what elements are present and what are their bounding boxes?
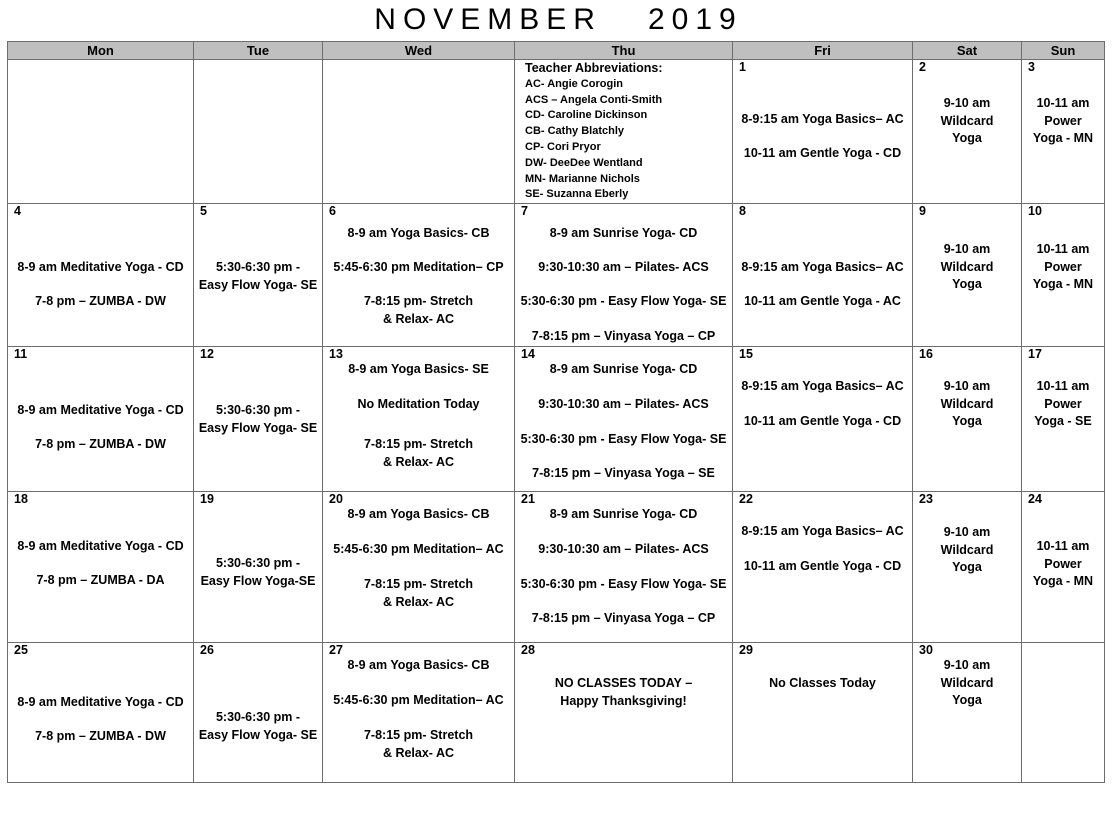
day-cell-wed bbox=[323, 643, 515, 783]
class-event: 7-8:15 pm – Vinyasa Yoga – CP bbox=[531, 611, 716, 626]
class-event: 5:30-6:30 pm - Easy Flow Yoga- SE bbox=[520, 577, 727, 592]
class-event: 7-8 pm – ZUMBA - DW bbox=[35, 294, 166, 309]
week-row bbox=[8, 643, 1105, 783]
day-cell-content bbox=[913, 204, 1021, 346]
day-number: 8 bbox=[739, 204, 746, 219]
day-number: 1 bbox=[739, 60, 746, 74]
class-event: 7-8:15 pm – Vinyasa Yoga – SE bbox=[532, 466, 715, 481]
day-number: 24 bbox=[1028, 492, 1042, 507]
day-cell-sun bbox=[1022, 204, 1105, 347]
class-event: 9-10 am Wildcard Yoga bbox=[940, 525, 994, 575]
day-cell-thu bbox=[515, 492, 733, 643]
teacher-abbreviations bbox=[518, 60, 729, 203]
day-cell-content bbox=[194, 347, 322, 491]
day-number: 15 bbox=[739, 347, 753, 362]
day-number: 12 bbox=[200, 347, 214, 362]
day-cell-fri bbox=[733, 347, 913, 492]
day-number: 14 bbox=[521, 347, 535, 362]
week-row bbox=[8, 347, 1105, 492]
day-cell-content bbox=[515, 60, 732, 203]
day-cell-content bbox=[733, 204, 912, 346]
class-event: 9:30-10:30 am – Pilates- ACS bbox=[538, 260, 709, 275]
teacher-abbreviation-item: CP- Cori Pryor bbox=[525, 140, 601, 153]
day-cell-fri bbox=[733, 204, 913, 347]
class-event: 8-9 am Sunrise Yoga- CD bbox=[549, 362, 698, 377]
day-cell-content bbox=[913, 492, 1021, 642]
day-number: 23 bbox=[919, 492, 933, 507]
day-cell-sat bbox=[913, 492, 1022, 643]
day-cell-sun bbox=[1022, 347, 1105, 492]
day-number: 29 bbox=[739, 643, 753, 658]
day-number: 4 bbox=[14, 204, 21, 219]
class-event: 7-8:15 pm – Vinyasa Yoga – CP bbox=[531, 329, 716, 344]
class-event: 9-10 am Wildcard Yoga bbox=[940, 242, 994, 292]
class-event: 8-9:15 am Yoga Basics– AC bbox=[741, 379, 904, 394]
day-cell-content bbox=[194, 204, 322, 346]
day-cell-sat bbox=[913, 347, 1022, 492]
day-cell-mon bbox=[8, 60, 194, 204]
day-number: 5 bbox=[200, 204, 207, 219]
day-cell-content bbox=[515, 643, 732, 782]
class-event: 9:30-10:30 am – Pilates- ACS bbox=[538, 397, 709, 412]
day-number: 13 bbox=[329, 347, 343, 362]
day-cell-content bbox=[733, 492, 912, 642]
day-cell-content bbox=[8, 643, 193, 782]
class-event: 8-9 am Meditative Yoga - CD bbox=[17, 695, 184, 710]
teacher-abbreviation-item: ACS – Angela Conti-Smith bbox=[525, 93, 663, 106]
day-number: 20 bbox=[329, 492, 343, 507]
day-cell-content bbox=[194, 60, 322, 203]
class-event: 7-8 pm – ZUMBA - DW bbox=[35, 729, 166, 744]
day-cell-content bbox=[323, 492, 514, 642]
day-cell-thu bbox=[515, 643, 733, 783]
class-event: 7-8 pm – ZUMBA - DA bbox=[36, 573, 165, 588]
day-cell-mon bbox=[8, 347, 194, 492]
day-cell-sun bbox=[1022, 492, 1105, 643]
class-event: 5:45-6:30 pm Meditation– AC bbox=[333, 542, 504, 557]
day-cell-content bbox=[913, 643, 1021, 782]
day-cell-fri bbox=[733, 643, 913, 783]
class-event: 5:30-6:30 pm - Easy Flow Yoga- SE bbox=[198, 403, 318, 435]
day-number: 3 bbox=[1028, 60, 1035, 74]
class-event: 9-10 am Wildcard Yoga bbox=[940, 379, 994, 429]
class-event: 8-9:15 am Yoga Basics– AC bbox=[741, 112, 904, 126]
calendar-title: NOVEMBER 2019 bbox=[374, 3, 743, 36]
class-event: 8-9 am Yoga Basics- CB bbox=[347, 658, 490, 673]
teacher-abbreviation-item: MN- Marianne Nichols bbox=[525, 172, 640, 185]
day-cell-content bbox=[194, 492, 322, 642]
day-cell-wed bbox=[323, 60, 515, 204]
day-cell-content bbox=[913, 60, 1021, 203]
class-event: 10-11 am Power Yoga - MN bbox=[1032, 539, 1094, 589]
class-event: 8-9 am Meditative Yoga - CD bbox=[17, 403, 184, 418]
day-cell-tue bbox=[194, 60, 323, 204]
class-event: 10-11 am Power Yoga - MN bbox=[1032, 242, 1094, 292]
day-number: 16 bbox=[919, 347, 933, 362]
class-event: 7-8:15 pm- Stretch & Relax- AC bbox=[363, 577, 474, 609]
class-event: 7-8:15 pm- Stretch & Relax- AC bbox=[363, 437, 474, 469]
weekday-header-thu: Thu bbox=[515, 42, 733, 60]
class-event: 8-9:15 am Yoga Basics– AC bbox=[741, 260, 904, 275]
day-cell-content bbox=[1022, 204, 1104, 346]
day-cell-content bbox=[515, 204, 732, 346]
day-number: 7 bbox=[521, 204, 528, 219]
day-cell-tue bbox=[194, 204, 323, 347]
day-cell-fri bbox=[733, 492, 913, 643]
class-event: 9-10 am Wildcard Yoga bbox=[940, 96, 994, 145]
class-event: 7-8:15 pm- Stretch & Relax- AC bbox=[363, 294, 474, 326]
class-event: 10-11 am Gentle Yoga - CD bbox=[743, 146, 902, 160]
day-cell-sat bbox=[913, 60, 1022, 204]
class-event: 8-9 am Sunrise Yoga- CD bbox=[549, 507, 698, 522]
class-event: 8-9 am Meditative Yoga - CD bbox=[17, 539, 184, 554]
teacher-abbreviation-item: DW- DeeDee Wentland bbox=[525, 156, 643, 169]
weekday-header-sun: Sun bbox=[1022, 42, 1105, 60]
day-cell-content bbox=[323, 643, 514, 782]
day-cell-sat bbox=[913, 643, 1022, 783]
weekday-header-wed: Wed bbox=[323, 42, 515, 60]
weekday-header-fri: Fri bbox=[733, 42, 913, 60]
class-event: 8-9 am Meditative Yoga - CD bbox=[17, 260, 184, 275]
class-event: 8-9 am Yoga Basics- CB bbox=[347, 507, 490, 522]
day-cell-content bbox=[323, 60, 514, 203]
class-event: NO CLASSES TODAY – Happy Thanksgiving! bbox=[554, 676, 693, 708]
week-row bbox=[8, 492, 1105, 643]
class-event: 5:30-6:30 pm - Easy Flow Yoga- SE bbox=[520, 294, 727, 309]
teacher-abbreviation-item: CD- Caroline Dickinson bbox=[525, 109, 648, 122]
week-row bbox=[8, 204, 1105, 347]
weekday-header-sat: Sat bbox=[913, 42, 1022, 60]
class-event: 10-11 am Power Yoga - MN bbox=[1032, 96, 1094, 145]
day-cell-content bbox=[323, 347, 514, 491]
day-cell-thu bbox=[515, 204, 733, 347]
class-event: 9:30-10:30 am – Pilates- ACS bbox=[538, 542, 709, 557]
day-cell-content bbox=[8, 204, 193, 346]
day-cell-content bbox=[515, 347, 732, 491]
day-number: 19 bbox=[200, 492, 214, 507]
day-cell-thu bbox=[515, 60, 733, 204]
class-event: 7-8 pm – ZUMBA - DW bbox=[35, 437, 166, 452]
day-number: 10 bbox=[1028, 204, 1042, 219]
class-event: 9-10 am Wildcard Yoga bbox=[940, 658, 994, 708]
day-number: 18 bbox=[14, 492, 28, 507]
day-number: 22 bbox=[739, 492, 753, 507]
calendar-grid bbox=[7, 41, 1105, 783]
day-cell-sun bbox=[1022, 60, 1105, 204]
day-cell-content bbox=[194, 643, 322, 782]
day-cell-content bbox=[8, 347, 193, 491]
weekday-header-row bbox=[8, 42, 1105, 60]
day-cell-fri bbox=[733, 60, 913, 204]
class-event: 8-9:15 am Yoga Basics– AC bbox=[741, 524, 904, 539]
day-cell-tue bbox=[194, 643, 323, 783]
day-cell-content bbox=[1022, 60, 1104, 203]
class-event: 10-11 am Gentle Yoga - AC bbox=[744, 294, 901, 309]
weekday-header-mon: Mon bbox=[8, 42, 194, 60]
teacher-abbreviation-item: CB- Cathy Blatchly bbox=[525, 125, 625, 138]
day-number: 27 bbox=[329, 643, 343, 658]
day-cell-content bbox=[515, 492, 732, 642]
day-cell-wed bbox=[323, 492, 515, 643]
day-number: 28 bbox=[521, 643, 535, 658]
teacher-abbreviations-heading: Teacher Abbreviations: bbox=[525, 61, 663, 75]
class-event: 10-11 am Gentle Yoga - CD bbox=[743, 414, 902, 429]
class-event: 5:30-6:30 pm - Easy Flow Yoga- SE bbox=[198, 260, 318, 292]
teacher-abbreviation-item: SE- Suzanna Eberly bbox=[525, 188, 629, 201]
day-cell-sun bbox=[1022, 643, 1105, 783]
class-event: 8-9 am Sunrise Yoga- CD bbox=[549, 226, 698, 241]
day-number: 6 bbox=[329, 204, 336, 219]
day-cell-content bbox=[1022, 347, 1104, 491]
day-cell-sat bbox=[913, 204, 1022, 347]
day-number: 30 bbox=[919, 643, 933, 658]
class-event: 8-9 am Yoga Basics- SE bbox=[348, 362, 489, 377]
class-event: No Classes Today bbox=[769, 676, 876, 691]
class-event: 5:30-6:30 pm - Easy Flow Yoga- SE bbox=[198, 710, 318, 742]
day-cell-mon bbox=[8, 492, 194, 643]
teacher-abbreviation-item: AC- Angie Corogin bbox=[525, 77, 623, 90]
day-cell-wed bbox=[323, 204, 515, 347]
class-event: 5:30-6:30 pm - Easy Flow Yoga-SE bbox=[200, 556, 316, 588]
class-event: 10-11 am Power Yoga - SE bbox=[1034, 379, 1092, 429]
class-event: 10-11 am Gentle Yoga - CD bbox=[743, 559, 902, 574]
day-number: 21 bbox=[521, 492, 535, 507]
day-cell-wed bbox=[323, 347, 515, 492]
week-row bbox=[8, 60, 1105, 204]
day-cell-mon bbox=[8, 643, 194, 783]
class-event: 5:45-6:30 pm Meditation– AC bbox=[333, 693, 504, 708]
day-cell-content bbox=[323, 204, 514, 346]
day-cell-content bbox=[733, 347, 912, 491]
day-cell-content bbox=[1022, 492, 1104, 642]
day-number: 25 bbox=[14, 643, 28, 658]
day-cell-content bbox=[733, 643, 912, 782]
day-number: 17 bbox=[1028, 347, 1042, 362]
day-number: 11 bbox=[14, 347, 28, 362]
class-event: 7-8:15 pm- Stretch & Relax- AC bbox=[363, 728, 474, 760]
day-number: 2 bbox=[919, 60, 926, 74]
day-cell-content bbox=[733, 60, 912, 203]
day-cell-content bbox=[913, 347, 1021, 491]
weekday-header-tue: Tue bbox=[194, 42, 323, 60]
day-cell-tue bbox=[194, 347, 323, 492]
day-cell-content bbox=[1022, 643, 1104, 782]
day-number: 26 bbox=[200, 643, 214, 658]
day-cell-content bbox=[8, 60, 193, 203]
day-cell-tue bbox=[194, 492, 323, 643]
class-event: 8-9 am Yoga Basics- CB bbox=[347, 226, 490, 241]
day-cell-content bbox=[8, 492, 193, 642]
day-cell-mon bbox=[8, 204, 194, 347]
day-cell-thu bbox=[515, 347, 733, 492]
class-event: 5:45-6:30 pm Meditation– CP bbox=[333, 260, 504, 275]
class-event: 5:30-6:30 pm - Easy Flow Yoga- SE bbox=[520, 432, 727, 447]
day-number: 9 bbox=[919, 204, 926, 219]
class-event: No Meditation Today bbox=[357, 397, 480, 412]
